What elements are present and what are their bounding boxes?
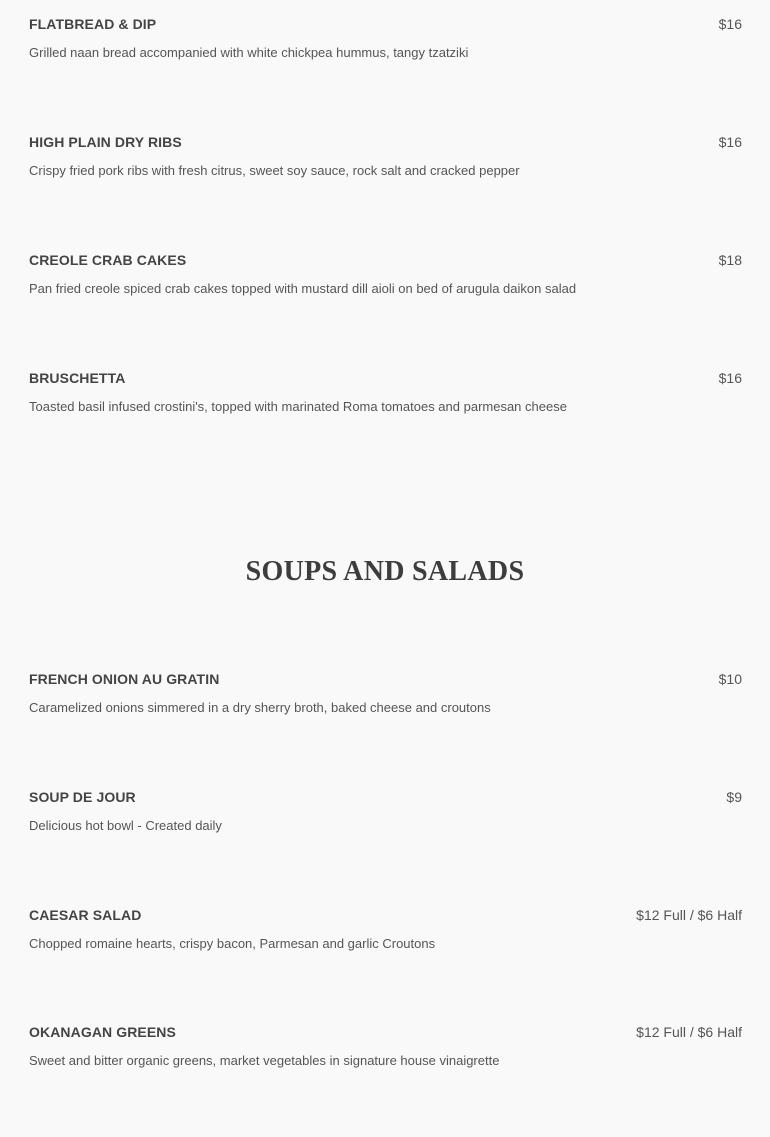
menu-item-header bbox=[29, 134, 742, 154]
menu-item-bruschetta bbox=[29, 370, 742, 414]
menu-item-header bbox=[29, 671, 742, 691]
menu-item-description: Pan fried creole spiced crab cakes topped with mustard dill aioli on bed of arugula daikon salad bbox=[29, 281, 577, 296]
menu-item-name: FLATBREAD & DIP bbox=[29, 16, 157, 32]
menu-item-description: Crispy fried pork ribs with fresh citrus, sweet soy sauce, rock salt and cracked pepper bbox=[29, 163, 520, 178]
menu-item-price: $9 bbox=[726, 789, 742, 805]
menu-item-price: $16 bbox=[718, 370, 742, 386]
menu-item-name: CAESAR SALAD bbox=[29, 907, 142, 923]
menu-item-price: $18 bbox=[718, 252, 742, 268]
section-title-soups-salads: SOUPS AND SALADS bbox=[245, 556, 525, 587]
menu-item-creole-crab-cakes bbox=[29, 252, 742, 296]
menu-item-price: $16 bbox=[718, 134, 742, 150]
menu-item-name: HIGH PLAIN DRY RIBS bbox=[29, 134, 182, 150]
menu-item-description: Delicious hot bowl - Created daily bbox=[29, 818, 222, 833]
menu-item-flatbread-dip bbox=[29, 16, 742, 60]
menu-item-high-plain-dry-ribs bbox=[29, 134, 742, 178]
menu-item-name: SOUP DE JOUR bbox=[29, 789, 136, 805]
menu-item-description: Toasted basil infused crostini's, topped with marinated Roma tomatoes and parmesan cheese bbox=[29, 399, 567, 414]
menu-item-name: CREOLE CRAB CAKES bbox=[29, 252, 187, 268]
menu-item-price: $12 Full / $6 Half bbox=[636, 1024, 742, 1040]
menu-item-soup-de-jour bbox=[29, 789, 742, 833]
menu-item-name: OKANAGAN GREENS bbox=[29, 1024, 176, 1040]
menu-item-description: Grilled naan bread accompanied with white chickpea hummus, tangy tzatziki bbox=[29, 45, 469, 60]
menu-item-header bbox=[29, 789, 742, 809]
menu-item-header bbox=[29, 1024, 742, 1044]
menu-item-header bbox=[29, 252, 742, 272]
menu-item-description: Sweet and bitter organic greens, market vegetables in signature house vinaigrette bbox=[29, 1053, 500, 1068]
menu-item-header bbox=[29, 370, 742, 390]
menu-item-description: Caramelized onions simmered in a dry sherry broth, baked cheese and croutons bbox=[29, 700, 491, 715]
menu-item-french-onion-au-gratin bbox=[29, 671, 742, 715]
menu-item-header bbox=[29, 907, 742, 927]
menu-item-price: $16 bbox=[718, 16, 742, 32]
menu-item-okanagan-greens bbox=[29, 1024, 742, 1068]
menu-item-description: Chopped romaine hearts, crispy bacon, Parmesan and garlic Croutons bbox=[29, 936, 436, 951]
menu-item-name: FRENCH ONION AU GRATIN bbox=[29, 671, 220, 687]
menu-item-price: $10 bbox=[718, 671, 742, 687]
menu-item-caesar-salad bbox=[29, 907, 742, 951]
menu-item-price: $12 Full / $6 Half bbox=[636, 907, 742, 923]
menu-item-header bbox=[29, 16, 742, 36]
menu-item-name: BRUSCHETTA bbox=[29, 370, 126, 386]
